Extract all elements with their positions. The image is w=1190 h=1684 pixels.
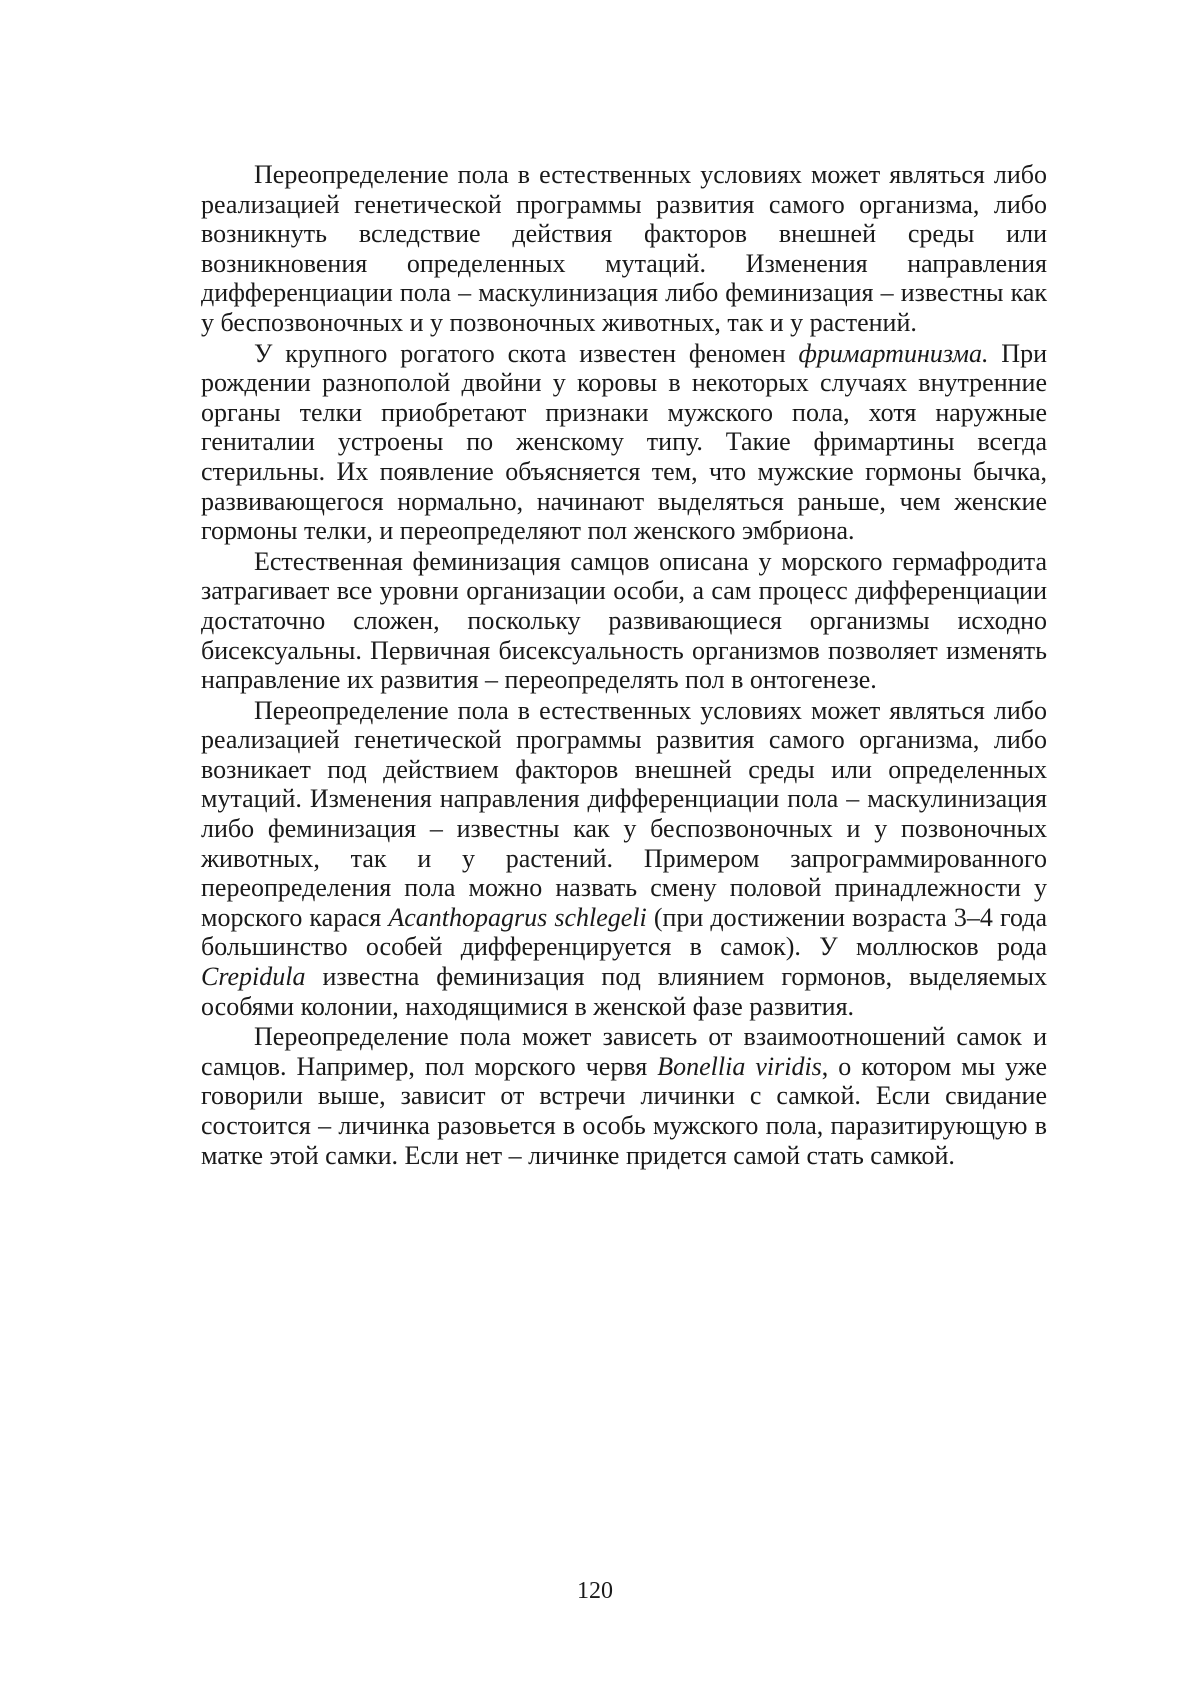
paragraph-5	[201, 1022, 1047, 1170]
paragraph-5-text-b: , о котором мы уже говорили выше, зависит от встречи личинки с самкой. Если свидание состоится – личинка разовьется в особь мужского пола, паразитирующую в матке этой самки. Если нет – личинке придется самой стать самкой.	[201, 1051, 1048, 1170]
paragraph-4	[201, 696, 1047, 1022]
paragraph-5-text-a: Переопределение пола может зависеть от взаимоотношений самок и самцов. Например, пол морского червя	[201, 1022, 1047, 1081]
species-acanthopagrus: Acanthopagrus schlegeli	[388, 902, 647, 932]
paragraph-3	[201, 547, 1047, 695]
paragraph-2	[201, 339, 1047, 546]
paragraph-4-text-b: (при достижении возраста 3–4 года большинство особей дифференцируется в самок). У моллюсков рода	[201, 902, 1047, 962]
paragraph-2-text-b: При рождении разнополой двойни у коровы в некоторых случаях внутренние органы телки приобретают признаки мужского пола, хотя наружные гениталии устроены по женскому типу. Такие фримартины всегда стерильны. Их появление объясняется тем, что мужские гормоны бычка, развивающегося нормально, начинают выделяться раньше, чем женские гормоны телки, и переопределяют пол женского эмбриона.	[201, 338, 1047, 546]
body-text	[201, 160, 1047, 1170]
paragraph-2-text-a: У крупного рогатого скота известен феномен	[254, 338, 799, 368]
paragraph-1-text: Переопределение пола в естественных условиях может являться либо реализацией генетической программы развития самого организма, либо возникнуть вследствие действия факторов внешней среды или возникновения определенных мутаций. Изменения направления дифференциации пола – маскулинизация либо феминизация – известны как у беспозвоночных и у позвоночных животных, так и у растений.	[201, 160, 1047, 337]
paragraph-4-text-a: Переопределение пола в естественных условиях может являться либо реализацией генетической программы развития самого организма, либо возникает под действием факторов внешней среды или определенных мутаций. Изменения направления дифференциации пола – маскулинизация либо феминизация – известны как у беспозвоночных и у позвоночных животных, так и у растений. Примером запрограммированного переопределения пола можно назвать смену половой принадлежности у морского карася	[201, 695, 1047, 932]
paragraph-1	[201, 160, 1047, 338]
paragraph-3-text: Естественная феминизация самцов описана у морского гермафродита затрагивает все уровни организации особи, а сам процесс дифференциации достаточно сложен, поскольку развивающиеся организмы исходно бисексуальны. Первичная бисексуальность организмов позволяет изменять направление их развития – переопределять пол в онтогенезе.	[201, 546, 1047, 695]
paragraph-4-text-c: известна феминизация под влиянием гормонов, выделяемых особями колонии, находящимися в женской фазе развития.	[201, 962, 1047, 1021]
page-number: 120	[577, 1578, 613, 1604]
species-bonellia: Bonellia viridis	[657, 1051, 822, 1081]
genus-crepidula: Crepidula	[201, 962, 306, 992]
term-freemartinism: фримартинизма.	[798, 338, 989, 368]
